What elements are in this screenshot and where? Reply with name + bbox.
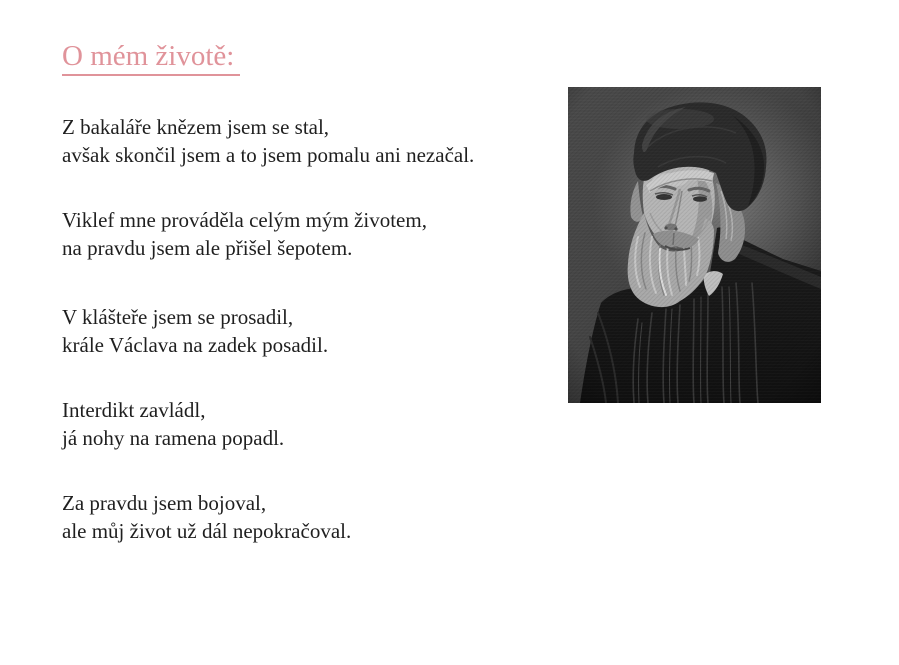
page-title-text: O mém životě: [62,38,240,76]
poem-line: ale můj život už dál nepokračoval. [62,519,352,543]
portrait-engraving-icon [568,87,821,403]
poem-line: Za pravdu jsem bojoval, [62,491,267,515]
poem-line: Z bakaláře knězem jsem se stal, [62,115,330,139]
poem-line: V klášteře jsem se prosadil, [62,305,294,329]
portrait-image [568,87,821,403]
page-title [62,38,240,76]
poem-stanza [62,206,427,262]
poem-stanza [62,113,474,169]
poem-line: Viklef mne prováděla celým mým životem, [62,208,427,232]
poem-line: krále Václava na zadek posadil. [62,333,329,357]
poem-line: avšak skončil jsem a to jsem pomalu ani nezačal. [62,143,475,167]
poem-stanza [62,396,284,452]
poem-line: já nohy na ramena popadl. [62,426,285,450]
poem-stanza [62,489,351,545]
poem-stanza [62,303,328,359]
poem-line: na pravdu jsem ale přišel šepotem. [62,236,353,260]
poem-line: Interdikt zavládl, [62,398,206,422]
